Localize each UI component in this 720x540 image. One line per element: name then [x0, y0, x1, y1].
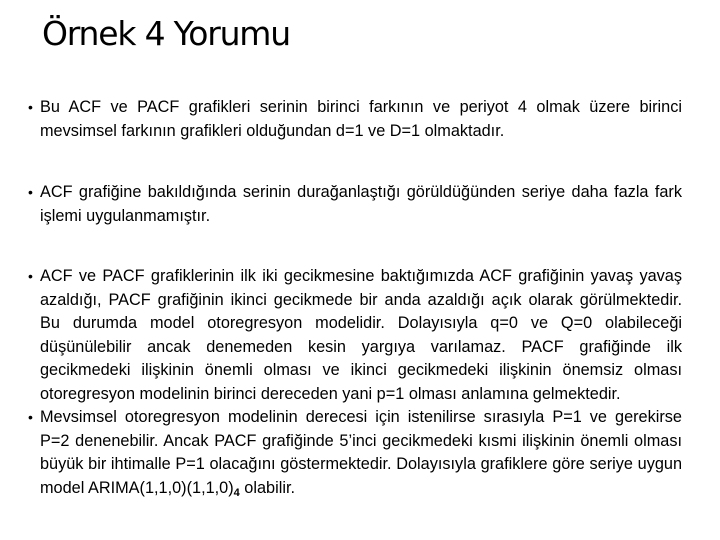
slide-title: Örnek 4 Yorumu: [42, 14, 290, 53]
bullet-text-2: ACF grafiğine bakıldığında serinin durağanlaştığı görüldüğünden seriye daha fazla fark işlemi uygulanmamıştır.: [40, 183, 682, 225]
bullet-group-3: [28, 265, 682, 505]
bullet-group-2: [28, 181, 682, 228]
bullet-text-4-suffix: olabilir.: [239, 478, 295, 497]
bullet-item-3: [28, 265, 682, 406]
bullet-text-4: Mevsimsel otoregresyon modelinin derecesi için istenilirse sırasıyla P=1 ve gerekirse P=2 denenebilir. Ancak PACF grafiğinde 5’inci gecikmedeki kısmi ilişkinin önemli olması büyük bir ihtimalle P=1 olacağını göstermektedir. Dolayısıyla grafiklere göre seriye uygun model ARIMA(1,1,0)(1,1,0): [40, 408, 682, 497]
bullet-dot-icon: •: [28, 268, 33, 284]
bullet-item-1: [28, 96, 682, 143]
bullet-item-2: [28, 181, 682, 228]
bullet-text-1: Bu ACF ve PACF grafikleri serinin birinci farkının ve periyot 4 olmak üzere birinci mevsimsel farkının grafikleri olduğundan d=1 ve D=1 olmaktadır.: [40, 98, 682, 140]
bullet-dot-icon: •: [28, 409, 33, 425]
model-subscript: 4: [233, 486, 240, 499]
bullet-group-1: [28, 96, 682, 143]
bullet-dot-icon: •: [28, 99, 33, 115]
bullet-item-4: [28, 406, 682, 505]
bullet-dot-icon: •: [28, 184, 33, 200]
bullet-text-3: ACF ve PACF grafiklerinin ilk iki gecikmesine baktığımızda ACF grafiğinin yavaş yavaş azaldığı, PACF grafiğinin ikinci gecikmede bir anda azaldığı açık olarak görülmektedir. Bu durumda model otoregresyon modelidir. Dolayısıyla q=0 ve Q=0 olabileceği düşünülebilir ancak denemeden kesin yargıya varılamaz. PACF grafiğinde ilk gecikmedeki ilişkinin önemli olması ve ikinci gecikmedeki ilişkinin önemsiz olması otoregresyon modelinin birinci dereceden yani p=1 olması anlamına gelmektedir.: [40, 267, 682, 403]
